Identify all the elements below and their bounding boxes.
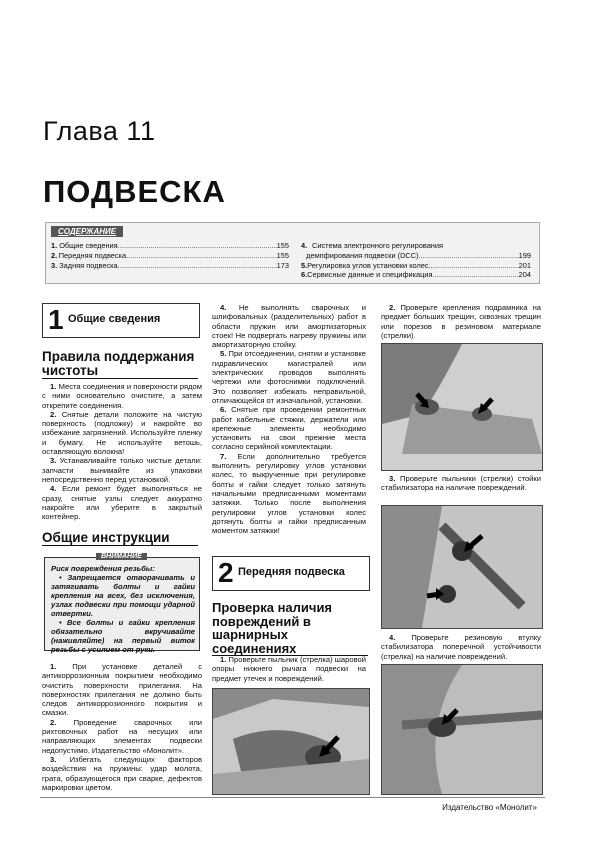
section-title: Передняя подвеска [238,566,345,578]
toc-left-column [51,241,289,270]
section-2-header [212,556,370,591]
toc-item[interactable]: демпфирования подвески (DCC) ..... 199 [301,251,531,261]
check-text: 1. Проверьте пыльник (стрелка) шаровой опоры нижнего рычага подвески на предмет утечек и повреждений. [212,655,366,683]
rules-text: 1. Места соединения и поверхности рядом с ними основательно очистите, а затем открепите соединения. 2. Снятые детали положите на чистую поверхность (подложку) и накройте во избежание загрязнений. Используйте пленку и бумагу. Не используйте ветошь, оставляющую волокна! 3. Устанавливайте только чистые детали: запчасти вынимайте из упаковки непосредственно перед установкой. 4. Если ремонт будет выполняться не сразу, снятые узлы следует аккуратно накройте или уберите в закрытый контейнер. [42,382,202,522]
section-number: 1 [48,304,64,335]
photo-stabilizer-bushing [381,664,543,795]
toc-item[interactable]: 6. Сервисные данные и спецификация ..... 204 [301,270,531,280]
toc-box [45,222,540,284]
toc-item[interactable]: 5. Регулировка углов установки колес ..... 201 [301,261,531,271]
general-text: 1. При установке деталей с антикоррозионным покрытием необходимо очистить поверхности прилегания. На поверхностях прилегания не должно быть следов антикоррозионного покрытия и смазки. 2. Проведение сварочных или рихтовочных работ на несущих или направляющих элементах подвески недопустимо. Издательство «Монолит». 3. Избегать следующих факторов воздействия на пружины: удар молота, грата, образующегося при сварке, дефектов маркировки цветом. [42,662,202,792]
right-text-4: 4. Проверьте резиновую втулку стабилизатора поперечной устойчивости (стрелка) на наличие повреждений. [381,633,541,661]
publisher-footer: Издательство «Монолит» [442,803,537,812]
warning-text: Риск повреждения резьбы: • Запрещается отворачивать и затягивать болты и гайки крепления на всех, без исключения, узлах подвески при помощи ударной отвертки. • Все болты и гайки крепления обязательно вкручивайте (наживляйте) на первый виток резьбы с усилием от руки. [51,564,195,654]
heading-check: Проверка наличия повреждений в шарнирных соединениях [212,601,368,656]
toc-item[interactable]: 4. Система электронного регулирования [301,241,444,250]
toc-item[interactable]: 3. Задняя подвеска ..... 173 [51,261,289,271]
right-text-3: 3. Проверьте пыльники (стрелки) стойки стабилизатора на наличие повреждений. [381,474,541,493]
section-number: 2 [218,557,234,588]
toc-item[interactable]: 1. Общие сведения ..... 155 [51,241,289,251]
photo-subframe [381,343,543,471]
right-text-2: 2. Проверьте крепления подрамника на предмет больших трещин, сквозных трещин или порезов в резиновом материале (стрелки). [381,303,541,340]
warning-tag: ВНИМАНИЕ [96,553,147,560]
section-title: Общие сведения [68,313,161,325]
middle-text: 4. Не выполнять сварочных и шлифовальных (разделительных) работ в области пружин или амортизаторных стоек! Не подвергать нагреву пружины или амортизаторную стойку. 5. При отсоединении, снятии и установке гидравлических магистралей или электрических проводов выполнять чертежи или фотоснимки подключений. Это позволяет избежать неправильной, отличающейся от изначальной, установки. 6. Снятые при проведении ремонтных работ кабельные стяжки, держатели или крепежные элементы необходимо установить на свои прежние места согласно серийной комплектации. 7. Если дополнительно требуется выполнить регулировку углов установки колес, то выкрученные при регулировке болты и гайки следует только затянуть начальными предписанными моментами затяжки. Только после выполнения регулировки углов установки колес дотянуть болты и гайки предписанным моментом затяжки! [212,303,366,536]
footer-divider [40,797,545,798]
photo-ball-joint [212,688,370,795]
heading-general: Общие инструкции [42,531,198,546]
toc-right-column [301,241,531,280]
photo-stabilizer-link [381,505,543,629]
warning-box [44,553,200,654]
toc-heading: СОДЕРЖАНИЕ [51,226,123,237]
heading-rules: Правила поддержания чистоты [42,350,198,379]
page-title: ПОДВЕСКА [43,174,226,209]
chapter-label: Глава 11 [43,116,156,146]
toc-item[interactable]: 2. Передняя подвеска ..... 155 [51,251,289,261]
section-1-header [42,303,200,338]
